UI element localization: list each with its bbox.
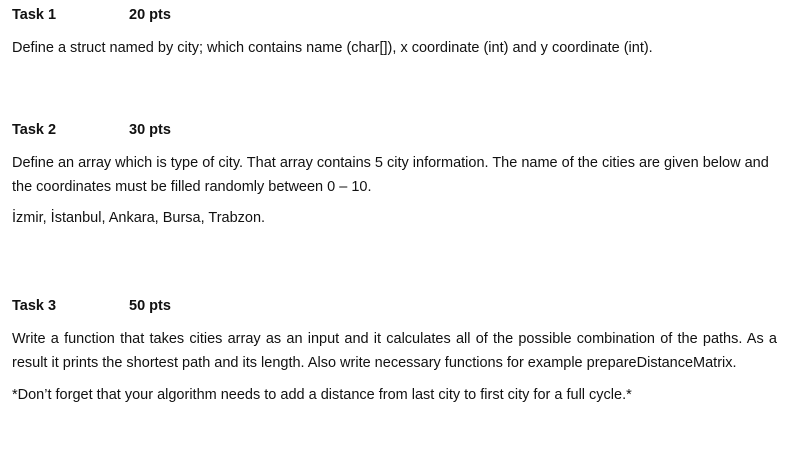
task-2-points: 30 pts [129, 122, 171, 138]
task-3-description: Write a function that takes cities array as an input and it calculates all of the possible combination of the paths. As a result it prints the shortest path and its length. Also write necessary functions for example prepareDistanceMatrix. [12, 331, 777, 371]
task-2-section [12, 119, 777, 230]
task-1-section [12, 4, 777, 60]
task-2-city-list: İzmir, İstanbul, Ankara, Bursa, Trabzon. [12, 210, 266, 226]
task-3-header [12, 295, 777, 317]
task-1-description: Define a struct named by city; which contains name (char[]), x coordinate (int) and y coordinate (int). [12, 40, 653, 56]
task-2-header [12, 119, 777, 141]
task-3-title: Task 3 [12, 298, 57, 314]
task-2-description: Define an array which is type of city. That array contains 5 city information. The name of the cities are given below and the coordinates must be filled randomly between 0 – 10. [12, 155, 769, 195]
task-2-title: Task 2 [12, 122, 57, 138]
task-1-title: Task 1 [12, 7, 57, 23]
task-3-points: 50 pts [129, 298, 171, 314]
task-3-section [12, 295, 777, 407]
task-1-header [12, 4, 777, 26]
task-3-note: *Don’t forget that your algorithm needs to add a distance from last city to first city for a full cycle.* [12, 387, 632, 403]
task-1-points: 20 pts [129, 7, 171, 23]
